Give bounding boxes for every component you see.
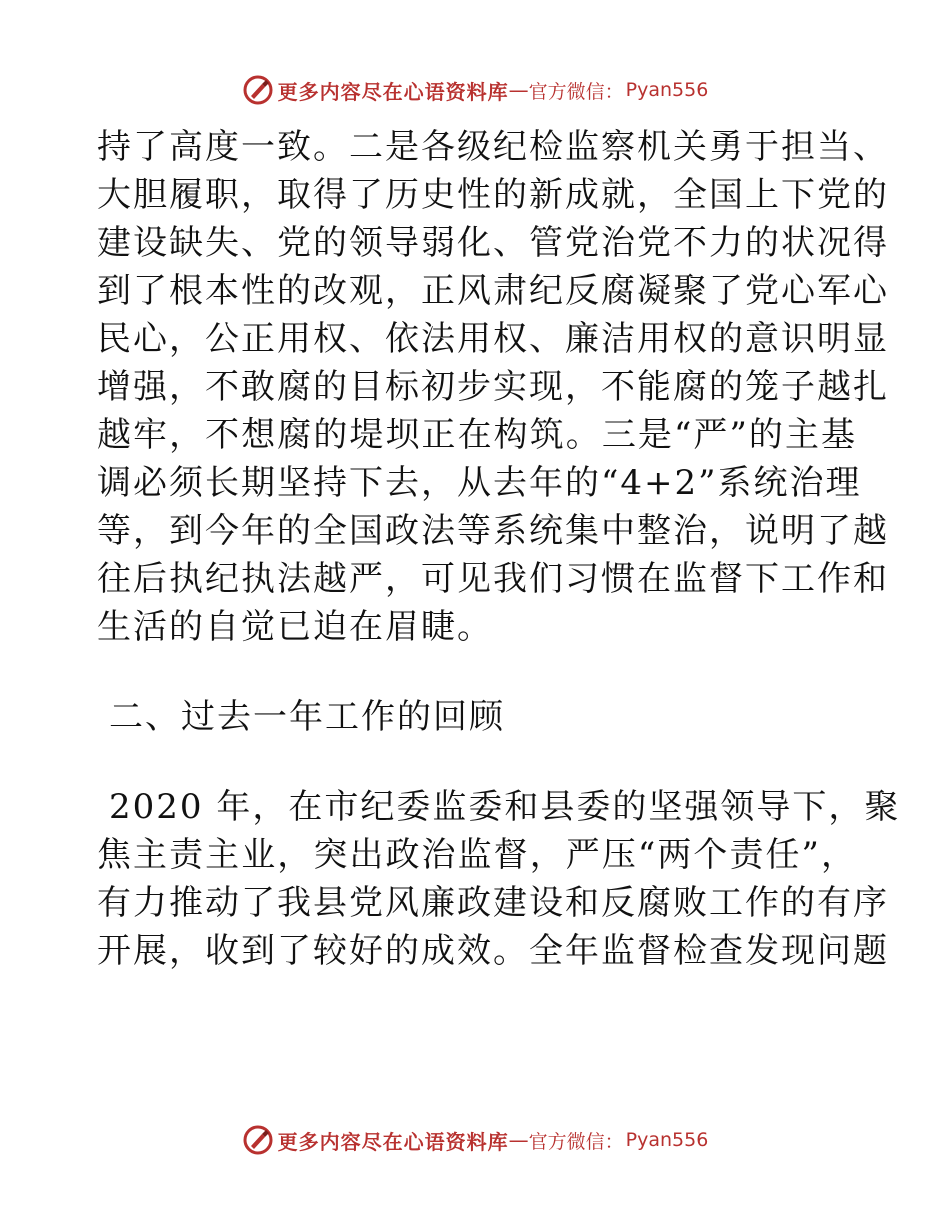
text-line: 调必须长期坚持下去，从去年的“4+2”系统治理	[97, 463, 862, 503]
paragraph-2	[97, 783, 901, 975]
text-line: 有力推动了我县党风廉政建设和反腐败工作的有序	[97, 883, 889, 923]
section-heading	[97, 693, 857, 741]
text-line: 开展，收到了较好的成效。全年监督检查发现问题	[97, 931, 889, 971]
watermark-banner-top	[0, 70, 950, 110]
heading-text: 二、过去一年工作的回顾	[109, 697, 505, 737]
watermark-wechat-id: Pyan556	[625, 1129, 709, 1151]
watermark-sub-text: 官方微信：	[528, 1130, 624, 1153]
text-line: 往后执纪执法越严，可见我们习惯在监督下工作和	[97, 559, 889, 599]
text-line: 建设缺失、党的领导弱化、管党治党不力的状况得	[97, 223, 889, 263]
text-line: 增强，不敢腐的目标初步实现，不能腐的笼子越扎	[97, 367, 889, 407]
text-line: 生活的自觉已迫在眉睫。	[97, 607, 493, 647]
watermark-main-text: 更多内容尽在心语资料库	[277, 79, 509, 104]
text-line: 到了根本性的改观，正风肃纪反腐凝聚了党心军心	[97, 271, 889, 311]
text-line: 等，到今年的全国政法等系统集中整治，说明了越	[97, 511, 889, 551]
watermark-sub-text: 官方微信：	[528, 80, 624, 103]
pen-logo-icon	[242, 1124, 274, 1156]
text-line: 焦主责主业，突出政治监督，严压“两个责任”，	[97, 835, 857, 875]
text-line: 大胆履职，取得了历史性的新成就，全国上下党的	[97, 175, 889, 215]
watermark-main-text: 更多内容尽在心语资料库	[277, 1129, 509, 1154]
document-body	[97, 123, 901, 975]
watermark-separator: —	[508, 78, 529, 102]
paragraph-1	[97, 123, 889, 651]
text-line: 民心，公正用权、依法用权、廉洁用权的意识明显	[97, 319, 889, 359]
text-line: 2020 年，在市纪委监委和县委的坚强领导下，聚	[109, 787, 901, 827]
pen-logo-icon	[242, 74, 274, 106]
watermark-wechat-id: Pyan556	[625, 79, 709, 101]
text-line: 越牢，不想腐的堤坝正在构筑。三是“严”的主基	[97, 415, 857, 455]
text-line: 持了高度一致。二是各级纪检监察机关勇于担当、	[97, 127, 889, 167]
watermark-banner-bottom	[0, 1120, 950, 1160]
watermark-separator: —	[508, 1128, 529, 1152]
